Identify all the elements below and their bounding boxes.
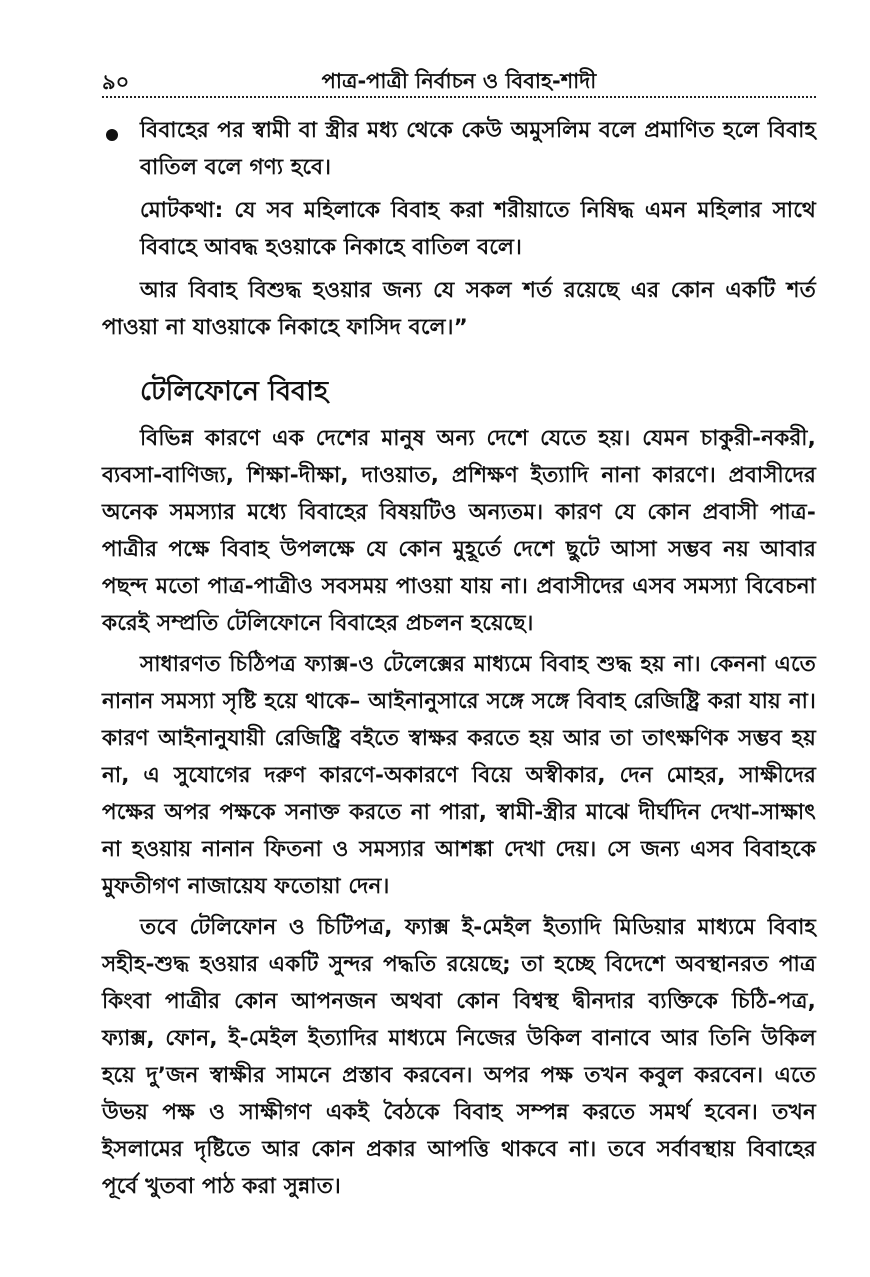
closing-paragraph: আর বিবাহ বিশুদ্ধ হওয়ার জন্য যে সকল শর্ত রয়েছে এর কোন একটি শর্ত পাওয়া না যাওয়াকে নিকাহে ফাসিদ বলে।”: [102, 278, 816, 340]
bullet-icon: [106, 129, 118, 141]
body-paragraph: সাধারণত চিঠিপত্র ফ্যাক্স-ও টেলেক্সের মাধ্যমে বিবাহ শুদ্ধ হয় না। কেননা এতে নানান সমস্যা সৃষ্টি হয়ে থাকে– আইনানুসারে সঙ্গে সঙ্গে বিবাহ রেজিষ্ট্রি করা যায় না। কারণ আইনানুযায়ী রেজিষ্ট্রি বইতে স্বাক্ষর করতে হয় আর তা তাৎক্ষণিক সম্ভব হয় না, এ সুযোগের দরুণ কারণে-অকারণে বিয়ে অস্বীকার, দেন মোহর, সাক্ষীদের পক্ষের অপর পক্ষকে সনাক্ত করতে না পারা, স্বামী-স্ত্রীর মাঝে দীর্ঘদিন দেখা-সাক্ষাৎ না হওয়ায় নানান ফিতনা ও সমস্যার আশঙ্কা দেখা দেয়। সে জন্য এসব বিবাহকে মুফতীগণ নাজায়েয ফতোয়া দেন।: [102, 652, 816, 899]
summary-block: [102, 192, 816, 266]
summary-label: মোটকথা:: [140, 198, 224, 223]
summary-paragraph: [140, 192, 816, 266]
body-paragraph: তবে টেলিফোন ও চিটিপত্র, ফ্যাক্স ই-মেইল ইত্যাদি মিডিয়ার মাধ্যমে বিবাহ সহীহ-শুদ্ধ হওয়ার একটি সুন্দর পদ্ধতি রয়েছে; তা হচ্ছে বিদেশে অবস্থানরত পাত্র কিংবা পাত্রীর কোন আপনজন অথবা কোন বিশ্বস্থ দ্বীনদার ব্যক্তিকে চিঠি-পত্র, ফ্যাক্স, ফোন, ই-মেইল ইত্যাদির মাধ্যমে নিজের উকিল বানাবে আর তিনি উকিল হয়ে দু’জন স্বাক্ষীর সামনে প্রস্তাব করবেন। অপর পক্ষ তখন কবুল করবেন। এতে উভয় পক্ষ ও সাক্ষীগণ একই বৈঠকে বিবাহ সম্পন্ন করতে সমর্থ হবেন। তখন ইসলামের দৃষ্টিতে আর কোন প্রকার আপত্তি থাকবে না। তবে সর্বাবস্থায় বিবাহের পূর্বে খুতবা পাঠ করা সুন্নাত।: [102, 915, 816, 1199]
bullet-item: [102, 112, 816, 186]
summary-text: যে সব মহিলাকে বিবাহ করা শরীয়াতে নিষিদ্ধ এমন মহিলার সাথে বিবাহে আবদ্ধ হওয়াকে নিকাহে বাতিল বলে।: [140, 198, 816, 260]
page-number: ৯০: [102, 70, 130, 94]
page-header: [102, 62, 816, 98]
section-heading: টেলিফোনে বিবাহ: [140, 376, 329, 407]
running-title: পাত্র-পাত্রী নির্বাচন ও বিবাহ-শাদী: [321, 69, 597, 93]
closing-block: [102, 272, 816, 346]
body-paragraph: বিভিন্ন কারণে এক দেশের মানুষ অন্য দেশে যেতে হয়। যেমন চাকুরী-নকরী, ব্যবসা-বাণিজ্য, শিক্ষা-দীক্ষা, দাওয়াত, প্রশিক্ষণ ইত্যাদি নানা কারণে। প্রবাসীদের অনেক সমস্যার মধ্যে বিবাহের বিষয়টিও অন্যতম। কারণ যে কোন প্রবাসী পাত্র-পাত্রীর পক্ষে বিবাহ উপলক্ষে যে কোন মুহূর্তে দেশে ছুটে আসা সম্ভব নয় আবার পছন্দ মতো পাত্র-পাত্রীও সবসময় পাওয়া যায় না। প্রবাসীদের এসব সমস্যা বিবেচনা করেই সম্প্রতি টেলিফোনে বিবাহের প্রচলন হয়েছে।: [102, 426, 816, 636]
bullet-text: বিবাহের পর স্বামী বা স্ত্রীর মধ্য থেকে কেউ অমুসলিম বলে প্রমাণিত হলে বিবাহ বাতিল বলে গণ্য হবে।: [140, 118, 816, 180]
